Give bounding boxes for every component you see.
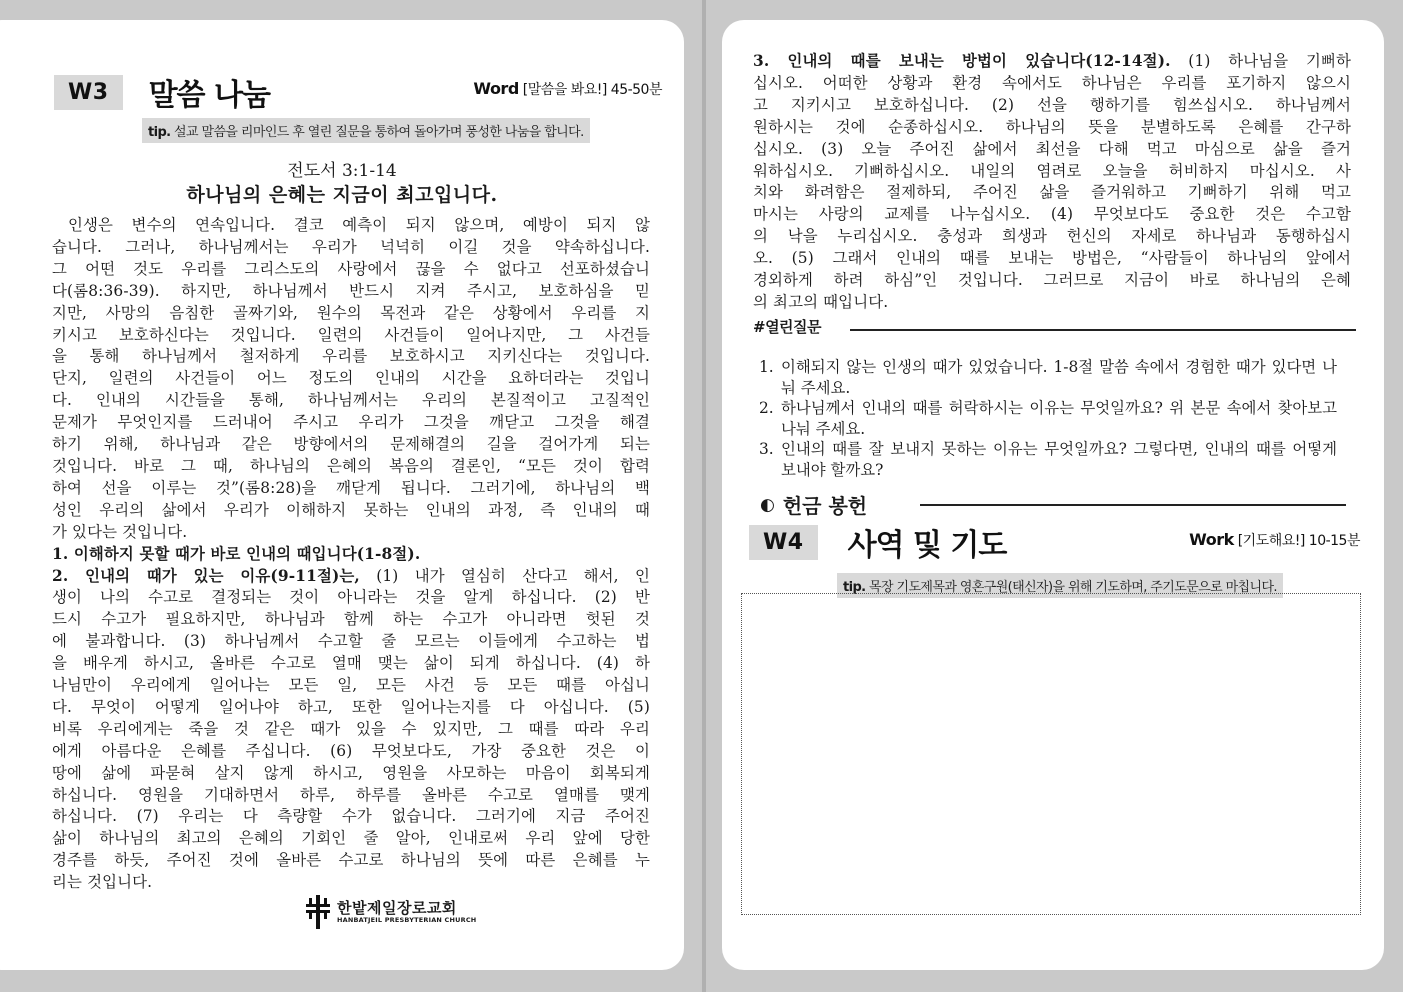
point-2-text: 생이 나의 수고로 결정되는 것이 아니라는 것을 알게 하십니다. (2) 반 [52,588,650,607]
w4-title: 사역 및 기도 [847,528,1007,563]
point-3-text: 워하십시오. 기뻐하십시오. 내일의 염려로 오늘을 허비하지 마십시오. 사 [753,161,1351,180]
point-2-text: 다. 무엇이 어떻게 일어나야 하고, 또한 일어나는지를 다 아십니다. (5) [52,697,650,716]
w4-sub-word: Work [1189,530,1234,549]
point-2-line [52,675,650,697]
point-3-line [753,204,1351,226]
point-2-line [52,806,650,828]
body-line: 문제가 무엇인지를 드러내어 주시고 우리가 그것을 깨닫고 그것을 해결 [52,413,650,432]
body-line: 하기 위해, 하나님과 같은 방향에서의 문제해결의 길을 걸어가게 되는 [52,435,650,454]
point-3-line [753,139,1351,161]
prayer-notes-box[interactable] [741,593,1361,915]
point-2-text: (1) 내가 열심히 산다고 해서, 인 [359,566,650,585]
church-name-english: HANBATJEIL PRESBYTERIAN CHURCH [337,915,477,924]
body-line: 그 어떤 것도 우리를 그리스도의 사랑에서 끊을 수 없다고 선포하셨습니 [52,259,650,278]
point-2-line [52,785,650,807]
point-2-text: 비록 우리에게는 죽을 것 같은 때가 있을 수 있지만, 그 때를 따라 우리 [52,719,650,738]
point-3-line [753,270,1351,292]
left-page [0,20,684,970]
point-3-line [753,161,1351,183]
point-2-text: 을 배우게 하시고, 올바른 수고로 열매 맺는 삶이 되게 하십니다. (4) 하 [52,654,650,673]
point-2-line [52,741,650,763]
point-3-text: 오. (5) 그래서 인내의 때를 보내는 방법은, “사람들이 하나님의 앞에서 [753,249,1351,268]
w4-sub-rest: [기도해요!] 10-15분 [1233,533,1360,549]
body-line: 가 있다는 것입니다. [52,522,188,541]
w4-header [749,520,1006,564]
point-2-text: 에 불과합니다. (3) 하나님께서 수고할 줄 모르는 이들에게 수고하는 법 [52,632,650,651]
right-page [722,20,1384,970]
point-2-text: 리는 것입니다. [52,873,153,892]
point-3-text: 의 최고의 때입니다. [753,292,889,311]
point-3-line [753,248,1351,270]
point-3-text: 의 낙을 누리십시오. 충성과 희생과 헌신의 자세로 하나님과 동행하십시 [753,227,1351,246]
body-line: 성인 우리의 삶에서 우리가 이해하지 못하는 인내의 과정, 즉 인내의 때 [52,500,650,519]
question-text: 인내의 때를 잘 보내지 못하는 이유는 무엇일까요? 그렇다면, 인내의 때를 어떻게 보내야 할까요? [781,440,1337,479]
question-number: 1. [759,358,774,376]
point-3-line [753,73,1351,95]
open-question-item [759,439,1337,480]
point-3-text: 경외하게 하려 하심”인 것입니다. 그러므로 지금이 바로 하나님의 은혜 [753,271,1351,290]
point-2-line [52,828,650,850]
w3-sub-rest: [말씀을 봐요!] 45-50분 [518,82,662,98]
point-3-text: 십시오. (3) 오늘 주어진 삶에서 최선을 다해 먹고 마심으로 삶을 즐거 [753,139,1351,158]
body-line: 것입니다. 바로 그 때, 하나님의 은혜의 복음의 결론인, “모든 것이 합력 [52,456,650,475]
body-line: 인생은 변수의 연속입니다. 결코 예측이 되지 않으며, 예방이 되지 않 [68,216,650,234]
point-1: 1. 이해하지 못할 때가 바로 인내의 때입니다(1-8절). [52,544,421,563]
point-2-line [52,719,650,741]
point-3-paragraph [753,51,1351,314]
question-text: 이해되지 않는 인생의 때가 있었습니다. 1-8절 말씀 속에서 경험한 때가 있다면 나눠 주세요. [781,358,1337,397]
point-2-text: 하십니다. 영원을 기대하면서 하루, 하루를 올바른 수고로 열매를 맺게 [52,785,650,804]
w3-subtitle [473,79,662,99]
point-2-text: 하십니다. (7) 우리는 다 측량할 수가 없습니다. 그러기에 지금 주어진 [52,807,650,826]
church-name: 한밭제일장로교회 [337,898,457,917]
church-cross-icon [305,895,331,929]
point-2-line [52,587,650,609]
point-2-text: 나님만이 우리에게 일어나는 모든 일, 모든 사건 등 모든 때를 아십니 [52,676,650,695]
point-3-heading: 3. 인내의 때를 보내는 방법이 있습니다(12-14절). [753,52,1171,70]
open-question-item [759,398,1337,439]
open-questions-label: #열린질문 [753,318,822,336]
w3-tip-label: tip. [148,125,171,140]
w4-badge: W4 [749,525,818,560]
point-3-lines [753,51,1351,314]
point-2-line [52,653,650,675]
point-2-line [52,850,650,872]
point-2-line [52,697,650,719]
half-circle-icon: ◐ [760,494,775,515]
open-questions-list [759,357,1337,480]
open-questions-rule [850,329,1356,331]
point-3-line [753,226,1351,248]
page-divider [702,0,706,992]
w3-tip [142,118,590,143]
question-number: 2. [759,399,774,417]
point-2-line [52,566,650,588]
w4-tip-text: 목장 기도제목과 영혼구원(태신자)을 위해 기도하며, 주기도문으로 마칩니다. [865,580,1277,595]
sermon-body [52,215,650,894]
point-3-text: 마시는 사랑의 교제를 나누십시오. (4) 무엇보다도 중요한 것은 수고함 [753,205,1351,224]
point-2-line [52,609,650,631]
intro-paragraph [52,215,650,544]
w3-badge: W3 [54,75,123,110]
w3-title: 말씀 나눔 [148,78,270,113]
point-2-text: 에게 아름다운 은혜를 주십니다. (6) 무엇보다도, 가장 중요한 것은 이 [52,741,650,760]
point-3-line [753,182,1351,204]
w3-tip-text: 설교 말씀을 리마인드 후 열린 질문을 통하여 돌아가며 풍성한 나눔을 합니다. [170,125,584,140]
w4-tip-label: tip. [843,580,866,595]
point-3-text: (1) 하나님을 기뻐하 [1170,52,1352,70]
question-text: 하나님께서 인내의 때를 허락하시는 이유는 무엇일까요? 위 본문 속에서 찾아보고 나눠 주세요. [781,399,1337,438]
point-2-line [52,763,650,785]
body-line: 단지, 일련의 사건들이 어느 정도의 인내의 시간을 요하더라는 것입니 [52,369,650,388]
offering-label: 헌금 봉헌 [782,494,868,518]
point-2-line [52,631,650,653]
point-3-line [753,95,1351,117]
body-line: 지만, 사망의 음침한 골짜기와, 원수의 목전과 같은 상황에서 우리를 지 [52,303,650,322]
open-question-item [759,357,1337,398]
point-3-text: 원하시는 것에 순종하십시오. 하나님의 뜻을 분별하도록 은혜를 간구하 [753,117,1351,136]
point-2-text: 드시 수고가 필요하지만, 하나님과 함께 하는 수고가 아니라면 헛된 것 [52,610,650,629]
body-line: 을 통해 하나님께서 철저하게 우리를 보호하시고 지키신다는 것입니다. [52,347,650,366]
offering-heading [760,490,867,519]
point-2-text: 삶이 하나님의 최고의 은혜의 기회인 줄 알아, 인내로써 우리 앞에 당한 [52,829,650,848]
point-2-line [52,872,650,894]
body-line: 하여 선을 이루는 것”(롬8:28)을 깨닫게 됩니다. 그러기에, 하나님의 백 [52,478,650,497]
w3-header [54,70,270,114]
church-logo [305,895,476,929]
body-line: 습니다. 그러나, 하나님께서는 우리가 넉넉히 이길 것을 약속하십니다. [52,237,650,256]
offering-rule [920,504,1346,506]
sermon-title: 하나님의 은혜는 지금이 최고입니다. [186,184,498,206]
point-3-line [753,292,1351,314]
scripture-reference: 전도서 3:1-14 [287,161,397,181]
w4-subtitle [1189,530,1360,550]
w3-sub-word: Word [473,79,519,98]
point-2-heading: 2. 인내의 때가 있는 이유(9-11절)는, [52,566,360,585]
point-3-text: 십시오. 어떠한 상황과 환경 속에서도 하나님은 우리를 포기하지 않으시 [753,73,1351,92]
point-3-text: 치와 화려함은 절제하되, 주어진 삶을 즐거워하고 기뻐하기 위해 먹고 [753,183,1351,202]
point-3-line [753,51,1351,73]
point-2-paragraph [52,566,650,895]
point-3-text: 고 지키시고 보호하십니다. (2) 선을 행하기를 힘쓰십시오. 하나님께서 [753,95,1351,114]
point-2-text: 경주를 하듯, 주어진 것에 올바른 수고로 하나님의 뜻에 따른 은혜를 누 [52,851,650,870]
question-number: 3. [759,440,774,458]
body-line: 다(롬8:36-39). 하지만, 하나님께서 반드시 지켜 주시고, 보호하심을 믿 [52,281,650,300]
body-line: 키시고 보호하신다는 것입니다. 일련의 사건들이 일어나지만, 그 사건들 [52,325,650,344]
point-3-line [753,117,1351,139]
body-line: 다. 인내의 시간들을 통해, 하나님께서는 우리의 본질적이고 고질적인 [52,391,650,410]
point-2-text: 땅에 삶에 파묻혀 살지 않게 하시고, 영원을 사모하는 마음이 회복되게 [52,763,650,782]
